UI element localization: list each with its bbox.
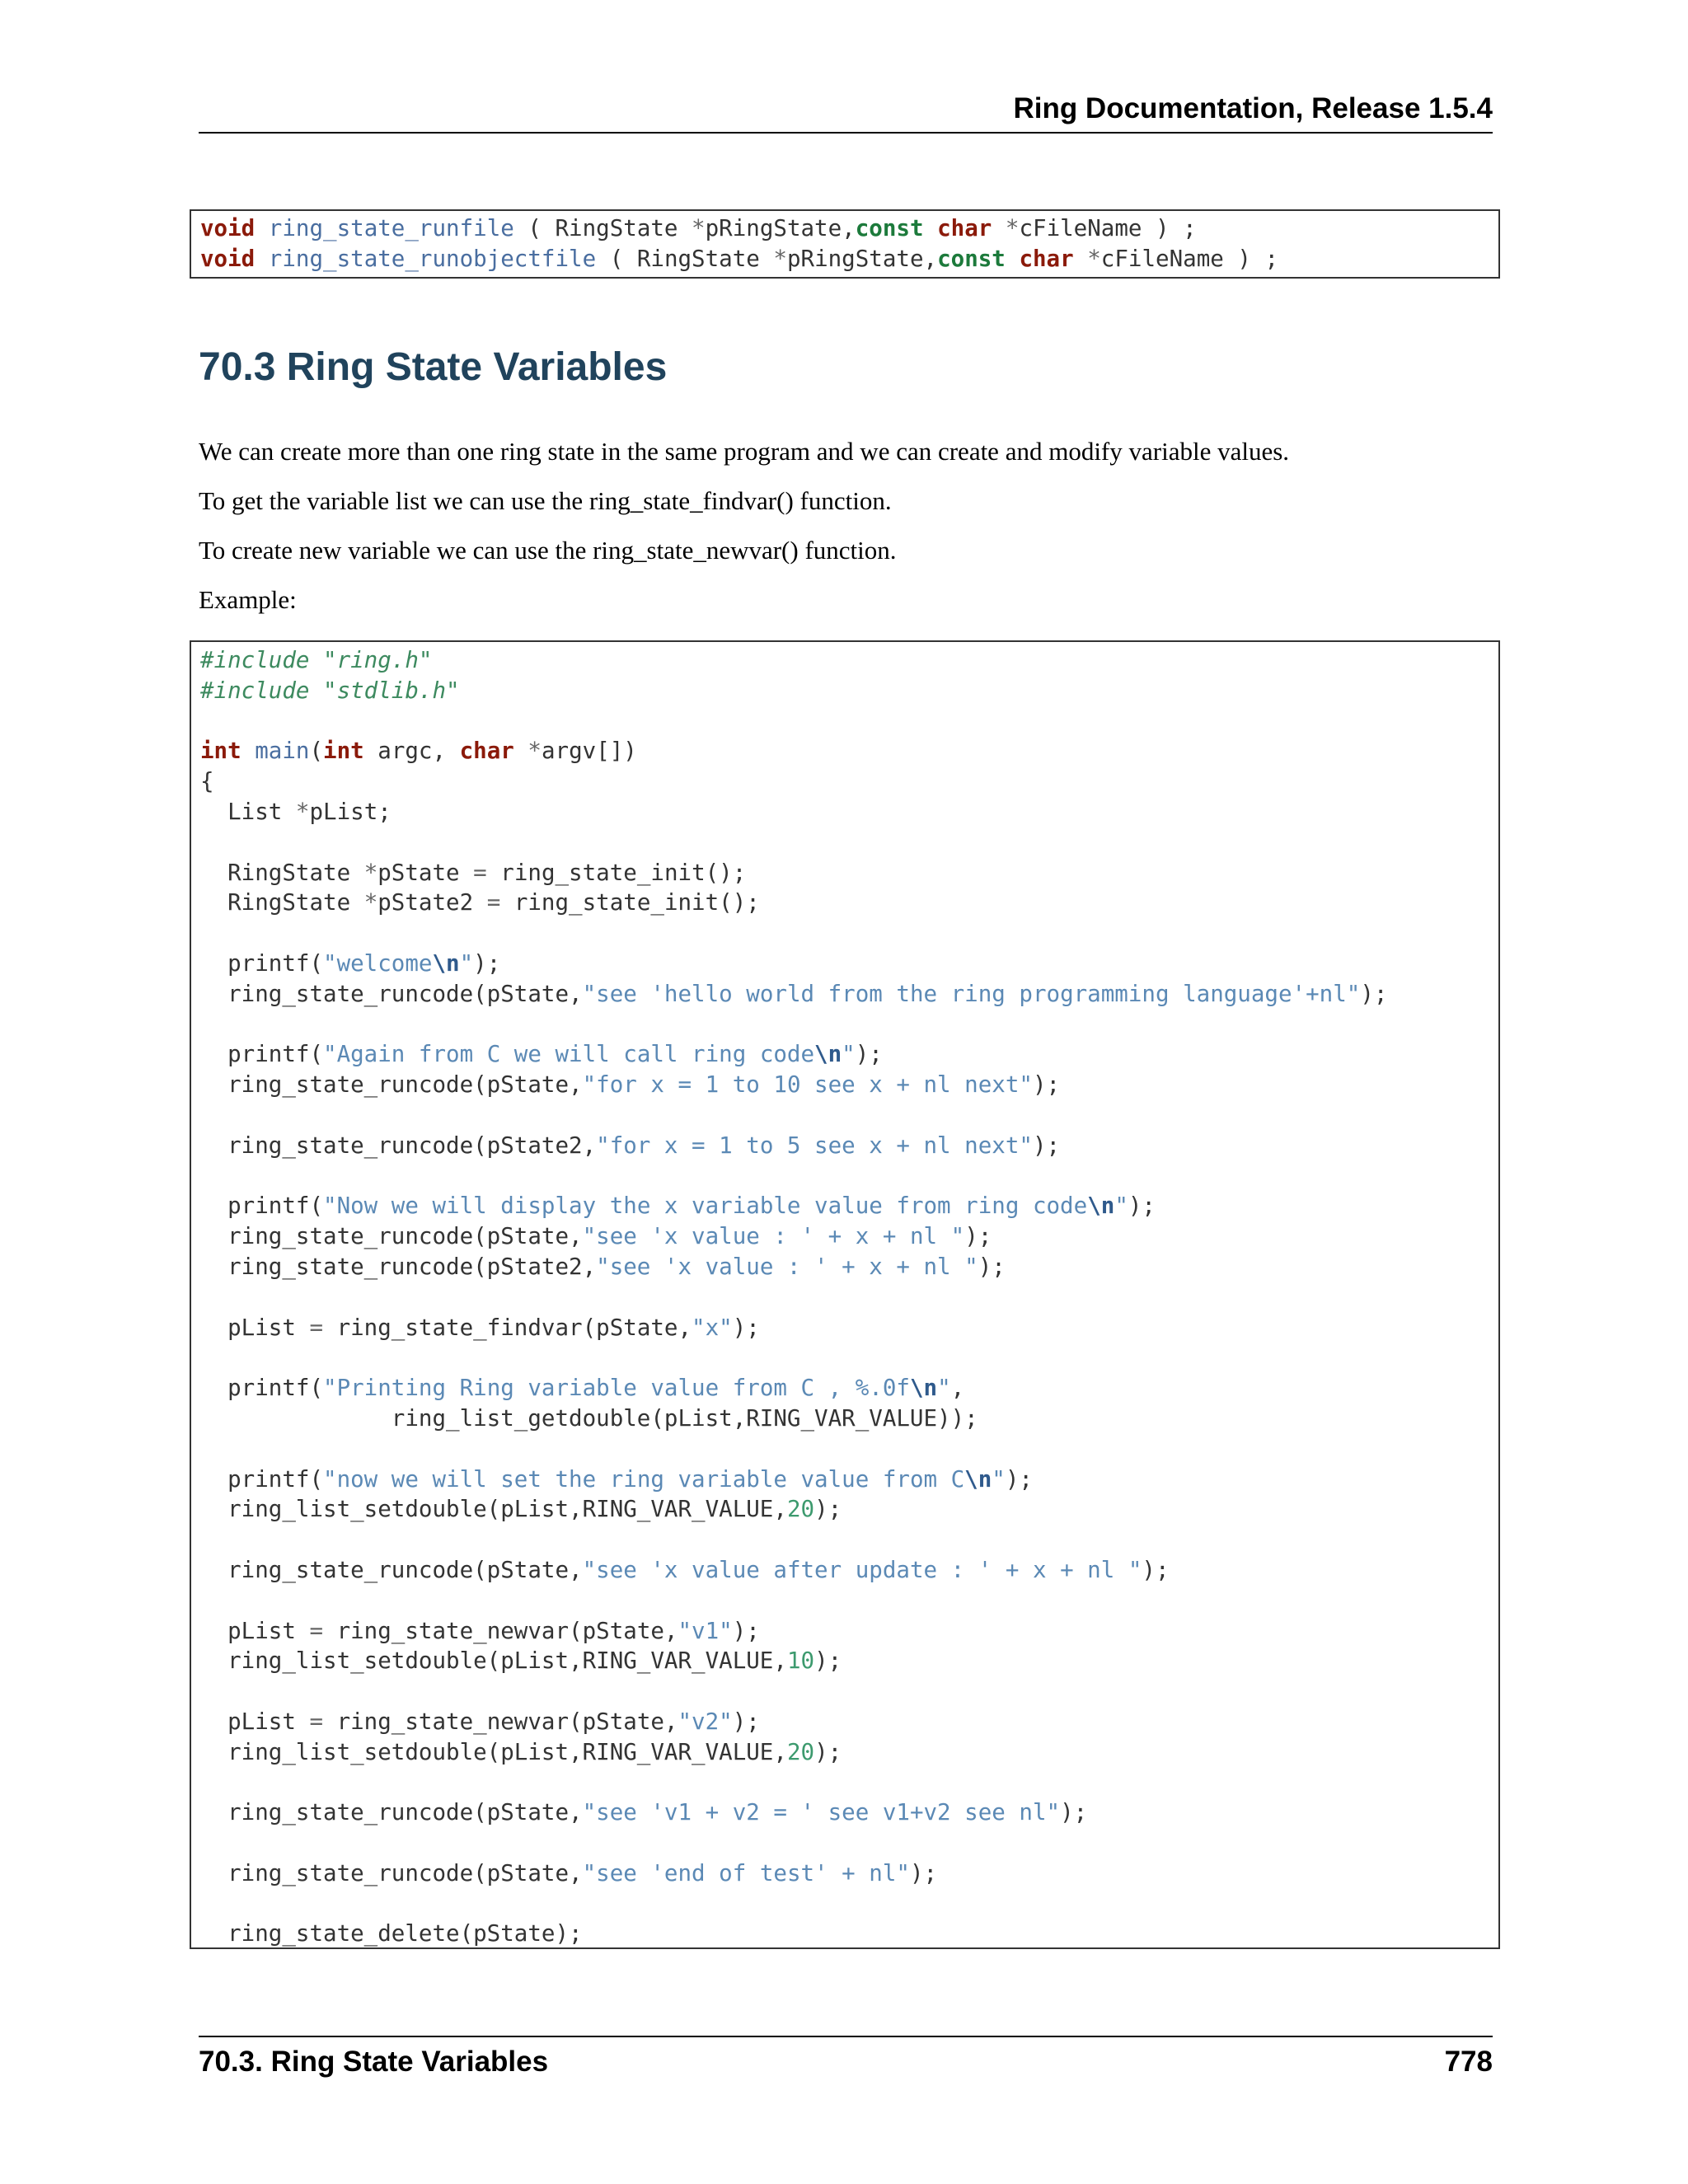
code-token: ); — [1032, 1132, 1061, 1159]
code-token: \n — [432, 949, 460, 977]
code-token — [1006, 246, 1020, 272]
page-header — [199, 92, 1493, 134]
code-token: ring_state_runcode(pState, — [200, 1223, 583, 1250]
prototype-code-block — [190, 209, 1500, 279]
code-line — [200, 1494, 1498, 1525]
code-token — [992, 215, 1006, 241]
code-token: ); — [814, 1496, 842, 1523]
code-token: = — [486, 889, 501, 916]
code-token: "v2" — [678, 1708, 733, 1735]
code-line — [200, 213, 1498, 244]
code-line — [200, 1707, 1498, 1737]
code-token: " — [992, 1465, 1006, 1493]
code-token: 20 — [786, 1738, 815, 1765]
code-line — [200, 1343, 1498, 1373]
code-line — [200, 1282, 1498, 1313]
code-line — [200, 1767, 1498, 1797]
code-line — [200, 1525, 1498, 1555]
code-token: printf( — [200, 1193, 324, 1220]
code-line — [200, 736, 1498, 766]
code-token: "for x = 1 to 10 see x + nl next" — [582, 1071, 1033, 1099]
code-line — [200, 676, 1498, 706]
code-line — [200, 1039, 1498, 1070]
code-token: ); — [1142, 1556, 1170, 1583]
paragraph-example-label: Example: — [199, 585, 297, 614]
code-token: ); — [1060, 1799, 1088, 1826]
code-token: " — [842, 1041, 856, 1068]
code-token: * — [692, 215, 706, 241]
code-token: ( RingState — [513, 215, 692, 241]
code-token: cFileName ) ; — [1019, 215, 1197, 241]
code-token: printf( — [200, 1465, 324, 1493]
code-token: ring_state_newvar(pState, — [323, 1708, 678, 1735]
code-token: ); — [1032, 1071, 1061, 1099]
code-line — [200, 1555, 1498, 1586]
code-token: ring_state_findvar(pState, — [323, 1314, 692, 1341]
example-code-block — [190, 640, 1500, 1949]
code-line — [200, 1646, 1498, 1676]
code-line — [200, 706, 1498, 737]
code-line — [200, 645, 1498, 676]
code-token: * — [528, 738, 542, 765]
code-token: RingState — [200, 889, 364, 916]
code-token: ); — [732, 1617, 760, 1644]
code-token: ring_list_getdouble(pList,RING_VAR_VALUE)); — [200, 1404, 978, 1432]
code-token: , — [950, 1375, 965, 1402]
code-token: ring_state_newvar(pState, — [323, 1617, 678, 1644]
code-token: "Now we will display the x variable value from ring code — [323, 1193, 1088, 1220]
code-line — [200, 766, 1498, 797]
code-line — [200, 1828, 1498, 1858]
code-token: cFileName ) ; — [1100, 245, 1279, 272]
code-token: * — [1087, 245, 1101, 272]
code-token: "now we will set the ring variable value from C — [323, 1465, 965, 1493]
code-token: argv[]) — [541, 738, 637, 765]
code-token: ring_state_runcode(pState2, — [200, 1253, 597, 1280]
code-line — [200, 1404, 1498, 1434]
code-token: int — [200, 738, 241, 765]
code-token: const — [855, 215, 924, 241]
code-token: pList; — [309, 798, 392, 825]
code-token: void — [200, 215, 256, 241]
code-token: pState2 — [377, 889, 487, 916]
code-token: " — [1114, 1193, 1128, 1220]
code-token: ring_state_runcode(pState, — [200, 980, 583, 1007]
code-token: ); — [855, 1041, 883, 1068]
code-token: pRingState, — [786, 245, 938, 272]
code-token: * — [1005, 215, 1020, 241]
code-token: ); — [814, 1647, 842, 1675]
code-token: "see 'end of test' + nl" — [582, 1859, 910, 1886]
code-token: " — [937, 1375, 951, 1402]
code-line — [200, 1465, 1498, 1495]
code-token: * — [295, 798, 310, 825]
code-line — [200, 858, 1498, 888]
code-line — [200, 1858, 1498, 1889]
code-token: int — [323, 738, 364, 765]
code-token: main — [255, 738, 310, 765]
code-token: \n — [814, 1041, 842, 1068]
code-token: printf( — [200, 1375, 324, 1402]
code-token: ring_state_delete(pState); — [200, 1920, 583, 1947]
header-title: Ring Documentation, Release 1.5.4 — [1013, 92, 1493, 124]
code-token: ); — [909, 1859, 938, 1886]
code-token — [241, 738, 256, 764]
code-token: "see 'x value : ' + x + nl " — [582, 1223, 965, 1250]
code-token: * — [363, 889, 378, 916]
code-line — [200, 797, 1498, 827]
code-token: = — [309, 1708, 324, 1735]
code-line — [200, 244, 1498, 274]
code-token: ( — [309, 738, 324, 765]
code-token: List — [200, 798, 296, 825]
code-token — [514, 738, 528, 764]
code-line — [200, 1919, 1498, 1949]
code-line — [200, 1889, 1498, 1919]
code-token: ring_state_runcode(pState, — [200, 1071, 583, 1099]
code-line — [200, 1676, 1498, 1707]
code-token: char — [937, 215, 992, 241]
code-token: "for x = 1 to 5 see x + nl next" — [596, 1132, 1033, 1159]
code-token: "Again from C we will call ring code — [323, 1041, 815, 1068]
code-token: * — [773, 245, 787, 272]
code-token: = — [309, 1314, 324, 1341]
code-token: #include "ring.h" — [200, 647, 433, 673]
code-token: ); — [1360, 980, 1388, 1007]
code-line — [200, 827, 1498, 858]
code-token: pRingState, — [705, 215, 856, 241]
code-token: ); — [978, 1253, 1006, 1280]
code-token: char — [1019, 245, 1074, 272]
code-line — [200, 1434, 1498, 1465]
code-token: ring_state_runfile — [268, 215, 514, 241]
code-token: ); — [814, 1738, 842, 1765]
code-token: 20 — [786, 1496, 815, 1523]
code-token: void — [200, 245, 256, 272]
code-line — [200, 1221, 1498, 1252]
code-line — [200, 918, 1498, 949]
code-token: ring_list_setdouble(pList,RING_VAR_VALUE, — [200, 1738, 787, 1765]
code-token: ring_list_setdouble(pList,RING_VAR_VALUE, — [200, 1496, 787, 1523]
paragraph-findvar: To get the variable list we can use the ring_state_findvar() function. — [199, 486, 892, 515]
code-token: const — [937, 245, 1006, 272]
code-line — [200, 1191, 1498, 1221]
code-token: RingState — [200, 859, 364, 886]
code-line — [200, 1010, 1498, 1040]
code-line — [200, 1252, 1498, 1282]
code-line — [200, 1100, 1498, 1131]
code-token: \n — [1087, 1193, 1115, 1220]
code-token: " — [459, 949, 474, 977]
code-line — [200, 949, 1498, 979]
code-line — [200, 888, 1498, 918]
code-line — [200, 1616, 1498, 1647]
code-token: #include "stdlib.h" — [200, 677, 460, 704]
paragraph-intro: We can create more than one ring state in the same program and we can create and modify variable values. — [199, 437, 1290, 466]
footer-page-number: 778 — [1444, 2046, 1493, 2078]
code-token: ring_list_setdouble(pList,RING_VAR_VALUE, — [200, 1647, 787, 1675]
code-token: ring_state_runcode(pState, — [200, 1556, 583, 1583]
code-token: = — [309, 1617, 324, 1644]
code-token: "see 'v1 + v2 = ' see v1+v2 see nl" — [582, 1799, 1061, 1826]
code-token: printf( — [200, 1041, 324, 1068]
code-token: ring_state_runobjectfile — [268, 245, 597, 272]
code-line — [200, 1797, 1498, 1828]
code-token: ring_state_runcode(pState, — [200, 1859, 583, 1886]
code-token: 10 — [786, 1647, 815, 1675]
paragraph-newvar: To create new variable we can use the ring_state_newvar() function. — [199, 536, 897, 565]
code-token: argc, — [363, 738, 460, 765]
code-token — [1074, 246, 1088, 272]
code-token: ring_state_runcode(pState, — [200, 1799, 583, 1826]
footer-rule — [199, 2036, 1493, 2037]
code-token: char — [459, 738, 514, 765]
code-line — [200, 1131, 1498, 1161]
code-line — [200, 1737, 1498, 1768]
code-token: "Printing Ring variable value from C , %.0f — [323, 1375, 910, 1402]
code-token: ring_state_runcode(pState2, — [200, 1132, 597, 1159]
code-token: pState — [377, 859, 474, 886]
code-token: "see 'x value : ' + x + nl " — [596, 1253, 978, 1280]
code-token: pList — [200, 1617, 310, 1644]
code-line — [200, 1161, 1498, 1192]
code-token: "v1" — [678, 1617, 733, 1644]
code-line — [200, 1373, 1498, 1404]
code-token: ); — [473, 949, 501, 977]
code-token: "see 'x value after update : ' + x + nl " — [582, 1556, 1142, 1583]
code-token: ); — [1005, 1465, 1033, 1493]
code-token: * — [363, 859, 378, 886]
section-title: 70.3 Ring State Variables — [199, 345, 668, 389]
code-line — [200, 1586, 1498, 1616]
code-token: \n — [964, 1465, 992, 1493]
code-token: ring_state_init(); — [486, 859, 747, 886]
code-token: "x" — [692, 1314, 733, 1341]
code-token: ring_state_init(); — [500, 889, 760, 916]
code-line — [200, 979, 1498, 1010]
code-token: { — [200, 768, 214, 795]
footer-section-title: 70.3. Ring State Variables — [199, 2046, 549, 2078]
code-token: ); — [732, 1708, 760, 1735]
code-token: ); — [1128, 1193, 1156, 1220]
code-token: ); — [964, 1223, 992, 1250]
code-line — [200, 1070, 1498, 1100]
code-token: printf( — [200, 949, 324, 977]
code-token: "see 'hello world from the ring programming language'+nl" — [582, 980, 1361, 1007]
code-token: ( RingState — [596, 245, 774, 272]
code-token — [255, 215, 269, 241]
code-token: pList — [200, 1708, 310, 1735]
code-token: \n — [909, 1375, 938, 1402]
code-token — [255, 246, 269, 272]
code-token: ); — [732, 1314, 760, 1341]
code-token — [924, 215, 938, 241]
code-token: = — [473, 859, 487, 886]
code-token: "welcome — [323, 949, 433, 977]
code-line — [200, 1313, 1498, 1343]
code-token: pList — [200, 1314, 310, 1341]
